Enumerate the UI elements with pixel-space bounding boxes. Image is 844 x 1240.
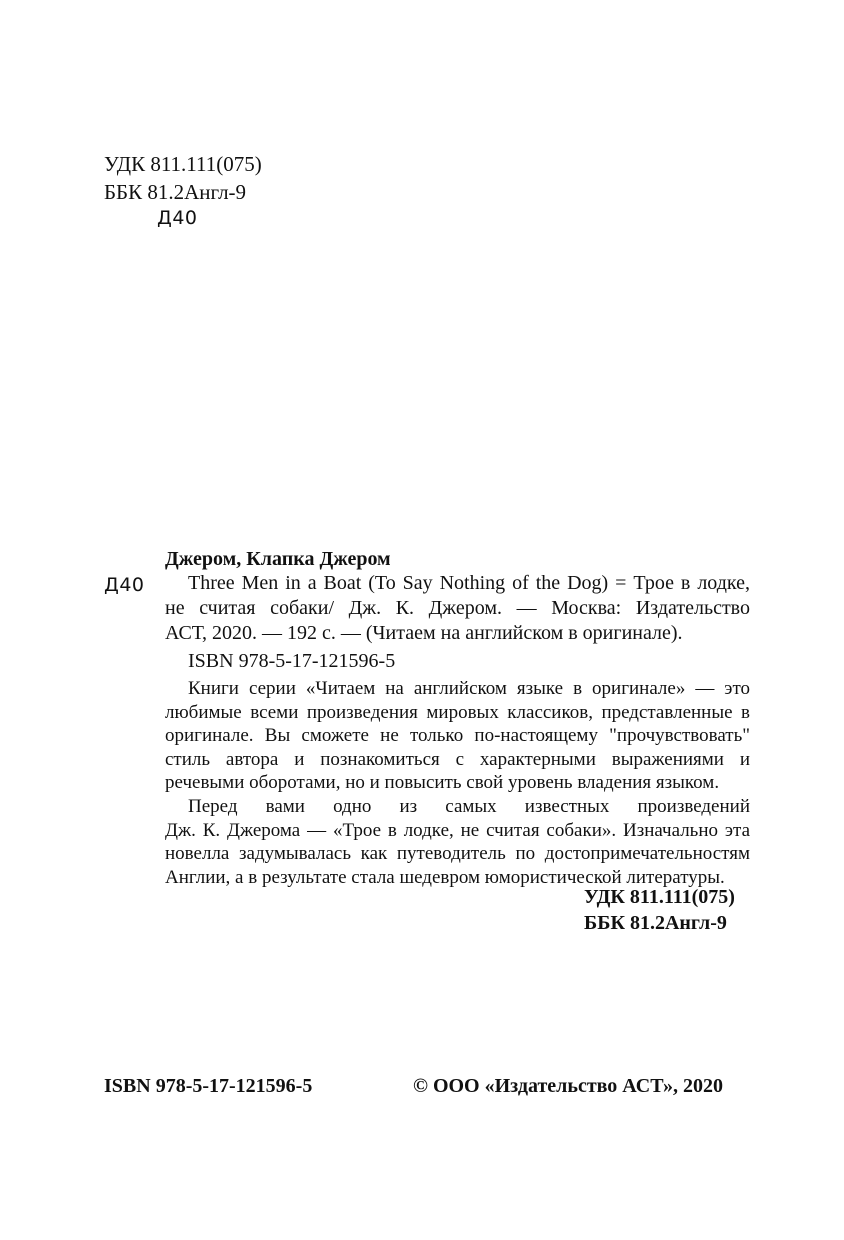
abstract-line: Англии, а в результате стала шедевром юмористической литературы.	[165, 866, 725, 888]
footer-isbn: ISBN 978-5-17-121596-5	[104, 1075, 313, 1097]
abstract	[165, 677, 750, 889]
header-bbk: ББК 81.2Англ-9	[104, 180, 247, 204]
record-description	[165, 571, 750, 646]
header-author-code: Д40	[157, 207, 198, 229]
description-line: АСТ, 2020. — 192 с. — (Читаем на английском в оригинале).	[165, 622, 683, 644]
abstract-line: стиль автора и познакомиться с характерными выражениями и	[165, 748, 750, 770]
description-line: Three Men in a Boat (To Say Nothing of the Dog) = Трое в лодке,	[188, 572, 750, 594]
abstract-line: новелла задумывалась как путеводитель по достопримечательностям	[165, 843, 750, 865]
abstract-line: любимые всеми произведения мировых классиков, представленные в	[165, 701, 750, 723]
record-isbn: ISBN 978-5-17-121596-5	[188, 650, 396, 672]
description-line: не считая собаки/ Дж. К. Джером. — Москва: Издательство	[165, 597, 750, 619]
abstract-line: речевыми оборотами, но и повысить свой уровень владения языком.	[165, 772, 720, 794]
abstract-line: Перед вами одно из самых известных произведений	[188, 795, 750, 817]
abstract-line: Книги серии «Читаем на английском языке в оригинале» — это	[188, 678, 750, 699]
footer-copyright: © ООО «Издательство АСТ», 2020	[413, 1075, 724, 1097]
abstract-line: Дж. К. Джерома — «Трое в лодке, не считая собаки». Изначально эта	[165, 819, 750, 841]
abstract-line: оригинале. Вы сможете не только по-настоящему "прочувствовать"	[165, 725, 750, 747]
record-author: Джером, Клапка Джером	[165, 548, 391, 570]
classification-bbk: ББК 81.2Англ-9	[584, 912, 727, 934]
record-author-code: Д40	[104, 574, 145, 596]
header-udk: УДК 811.111(075)	[104, 152, 262, 176]
classification-udk: УДК 811.111(075)	[584, 886, 735, 908]
